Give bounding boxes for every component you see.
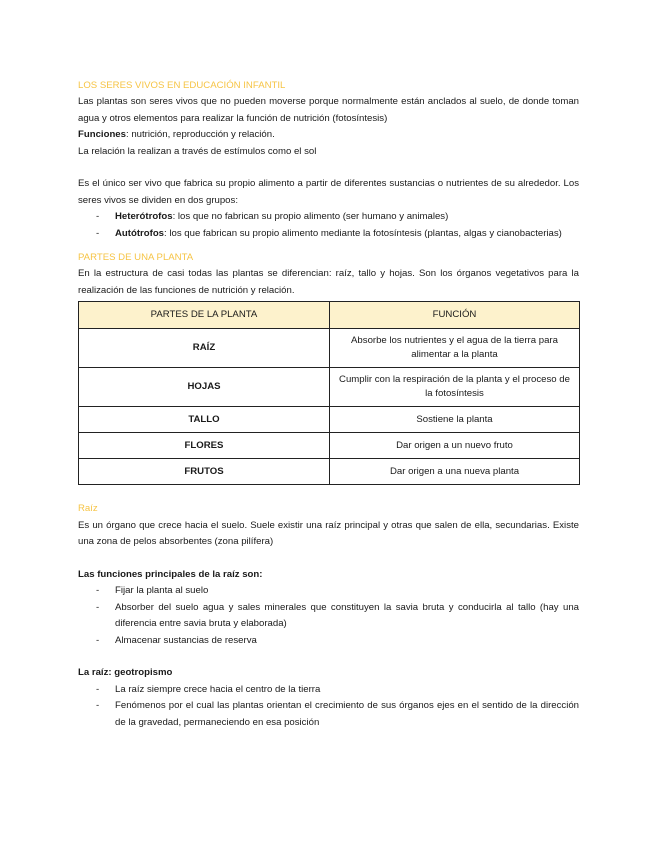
list-item: - Fijar la planta al suelo xyxy=(78,583,579,599)
funciones-raiz-list xyxy=(78,583,579,649)
list-item: - Almacenar sustancias de reserva xyxy=(78,633,579,649)
item-label: Heterótrofos xyxy=(115,211,173,223)
table-cell-parte: TALLO xyxy=(79,407,330,433)
list-item xyxy=(78,226,579,242)
section-title-raiz: Raíz xyxy=(78,503,98,515)
table-header: FUNCIÓN xyxy=(330,302,580,329)
geotropismo-list xyxy=(78,682,579,731)
table-cell-parte: FLORES xyxy=(79,433,330,459)
table-cell-parte: RAÍZ xyxy=(79,329,330,368)
table-row xyxy=(79,433,580,459)
grupos-list xyxy=(78,209,579,242)
list-item xyxy=(78,209,579,225)
table-row xyxy=(79,368,580,407)
list-item: - La raíz siempre crece hacia el centro de la tierra xyxy=(78,682,579,698)
table-row xyxy=(79,329,580,368)
table-cell-funcion: Sostiene la planta xyxy=(330,407,580,433)
funciones-label: Funciones xyxy=(78,129,126,141)
table-header: PARTES DE LA PLANTA xyxy=(79,302,330,329)
table-cell-funcion: Absorbe los nutrientes y el agua de la tierra para alimentar a la planta xyxy=(330,329,580,368)
item-text: : los que no fabrican su propio alimento (ser humano y animales) xyxy=(172,211,449,223)
list-item: - Fenómenos por el cual las plantas orientan el crecimiento de sus órganos ejes en el sentido de la dirección de la gravedad, permaneciendo en esa posición xyxy=(78,698,579,731)
item-label: Autótrofos xyxy=(115,227,165,239)
section-title-partes: PARTES DE UNA PLANTA xyxy=(78,252,194,264)
list-item: - Absorber del suelo agua y sales minerales que constituyen la savia bruta y conducirla al tallo (hay una diferencia entre savia bruta y elaborada) xyxy=(78,600,579,633)
paragraph-organo: Es un órgano que crece hacia el suelo. Suele existir una raíz principal y otras que salen de ella, secundarias. Existe una zona de pelos absorbentes (zona pilífera) xyxy=(78,519,579,548)
funciones-text: : nutrición, reproducción y relación. xyxy=(125,129,275,141)
partes-table xyxy=(78,301,580,485)
table-row xyxy=(79,459,580,485)
paragraph-relacion: La relación la realizan a través de estímulos como el sol xyxy=(78,145,317,157)
paragraph-plantas: Las plantas son seres vivos que no pueden moverse porque normalmente están anclados al suelo, de donde toman agua y otros elementos para realizar la función de nutrición (fotosíntesis) xyxy=(78,96,579,124)
funciones-raiz-title: Las funciones principales de la raíz son: xyxy=(78,568,263,580)
table-row xyxy=(79,407,580,433)
paragraph-unico-ser-vivo: Es el único ser vivo que fabrica su propio alimento a partir de diferentes sustancias o nutrientes de su alrededor. Los seres vivos se dividen en dos grupos: xyxy=(78,178,579,206)
table-cell-funcion: Dar origen a una nueva planta xyxy=(330,459,580,485)
table-cell-parte: HOJAS xyxy=(79,368,330,407)
item-text: : los que fabrican su propio alimento mediante la fotosíntesis (plantas, algas y cianobacterias) xyxy=(164,227,562,239)
table-cell-funcion: Dar origen a un nuevo fruto xyxy=(330,433,580,459)
geotropismo-title: La raíz: geotropismo xyxy=(78,667,173,679)
section-title-seres-vivos: LOS SERES VIVOS EN EDUCACIÓN INFANTIL xyxy=(78,80,286,91)
document-page xyxy=(78,78,579,731)
table-cell-parte: FRUTOS xyxy=(79,459,330,485)
table-cell-funcion: Cumplir con la respiración de la planta y el proceso de la fotosíntesis xyxy=(330,368,580,407)
paragraph-funciones xyxy=(78,127,579,143)
paragraph-estructura: En la estructura de casi todas las plantas se diferencian: raíz, tallo y hojas. Son los órganos vegetativos para la realización de las funciones de nutrición y relación. xyxy=(78,268,579,296)
